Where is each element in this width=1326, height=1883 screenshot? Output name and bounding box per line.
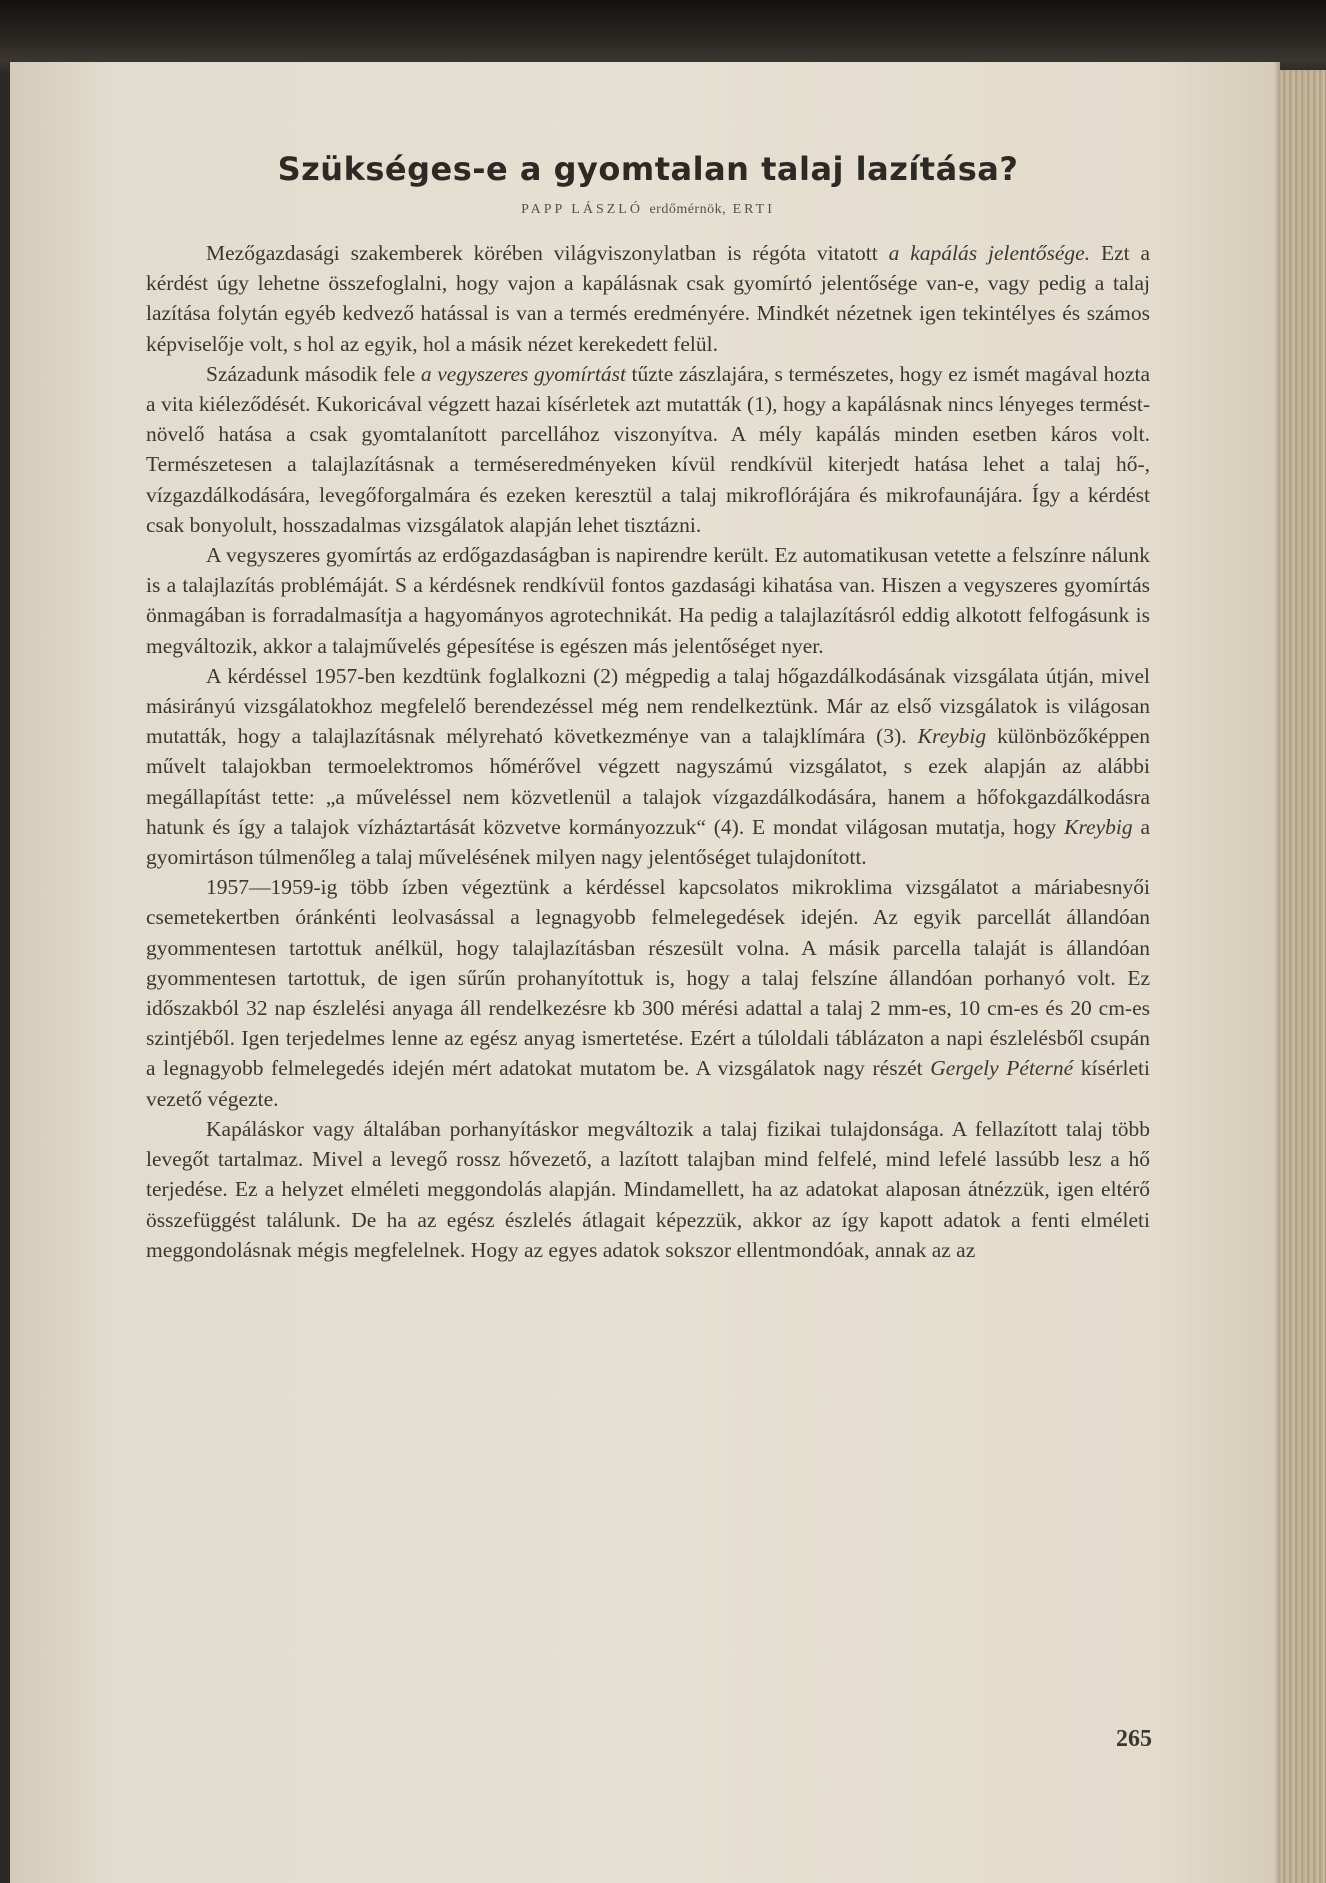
- paragraph: Kapáláskor vagy általában porhanyításkor megváltozik a talaj fizikai tulajdonsága. A fellazított talaj több levegőt tartalmaz. Mivel a levegő rossz hővezető, a lazított talajban mind felfelé, mind lefelé lassúbb lesz a hő terjedése. Ez a helyzet elméleti meggondolás alapján. Mindamellett, ha az adatokat alaposan átnézzük, igen eltérő összefüggést találunk. De ha az egész észlelés átlagait képezzük, akkor az így kapott adatok a fenti elméleti meggondolásnak mégis megfelelnek. Hogy az egyes adatok sokszor ellentmondóak, annak az az: [146, 1116, 1150, 1262]
- paragraph: Mezőgazdasági szakemberek körében világviszonylatban is régóta vitatott a kapálás jelentősége. Ezt a kérdést úgy lehetne összefoglalni, hogy vajon a kapálásnak csak gyomírtó jelentősége van-e, vagy pedig a talaj lazítása folytán egyéb kedvező hatással is van a termés eredményére. Mindkét nézetnek igen tekintélyes és számos képviselője volt, s hol az egyik, hol a másik nézet kerekedett felül.: [146, 241, 1151, 356]
- book-page-edges: [1280, 70, 1326, 1883]
- paragraph: 1957—1959-ig több ízben végeztünk a kérdéssel kapcsolatos mikroklima vizsgálatot a máriabesnyői csemetekertben óránkénti leolvasással a legnagyobb felmelegedések idején. Az egyik parcellát állandóan gyommentesen tartottuk anélkül, hogy talajlazításban részesült volna. A másik parcella talaját is állandóan gyommentesen tartottuk, de igen sűrűn prohanyítottuk is, hogy a talaj felszíne állandóan porhanyó volt. Ez időszakból 32 nap észlelési anyaga áll rendelkezésre kb 300 mérési adattal a talaj 2 mm-es, 10 cm-es és 20 cm-es szintjéből. Igen terjedelmes lenne az egész anyag ismertetése. Ezért a túloldali táblázaton a napi észlelésből csupán a legnagyobb felmelegedés idején mért adatokat mutatom be. A vizsgálatok nagy részét Gergely Péterné kísérleti vezető végezte.: [146, 875, 1150, 1111]
- paragraph: A kérdéssel 1957-ben kezdtünk foglalkozni (2) mégpedig a talaj hőgazdálkodásának vizsgálata útján, mivel másirányú vizsgálatokhoz megfelelő berendezéssel még nem rendelkeztünk. Már az első vizsgálatok is világosan mutatták, hogy a talajlazításnak mélyreható következménye van a talajklímára (3). Kreybig különbözőképpen művelt talajokban termoelektromos hőmérővel végzett nagyszámú vizsgálatot, s ezek alapján az alábbi megállapítást tette: „a műveléssel nem közvetlenül a talajok vízgazdálkodására, hanem a hőfokgazdálkodásra hatunk és így a talajok vízháztartását közvetve kormányozzuk“ (4). E mondat világosan mutatja, hogy Kreybig a gyomirtáson túlmenőleg a talaj művelésének milyen nagy jelentőséget tulajdonított.: [146, 663, 1150, 870]
- author-role: erdőmérnök,: [649, 202, 727, 217]
- article-body: [146, 238, 1150, 1265]
- page-number: 265: [1116, 1726, 1152, 1752]
- byline: [146, 202, 1150, 218]
- article: [146, 150, 1150, 1265]
- author-name: PAPP LÁSZLÓ: [521, 202, 643, 217]
- paragraph: A vegyszeres gyomírtás az erdőgazdaságban is napirendre került. Ez automatikusan vetette a felszínre nálunk is a talajlazítás problémáját. S a kérdésnek rendkívül fontos gazdasági kihatása van. Hiszen a vegyszeres gyomírtás önmagában is forradalmasítja a hagyományos agrotechnikát. Ha pedig a talajlazításról eddig alkotott felfogásunk is megváltozik, akkor a talajművelés gépesítése is egészen más jelentőséget nyer.: [146, 543, 1150, 658]
- paragraph: Századunk második fele a vegyszeres gyomírtást tűzte zászlajára, s természetes, hogy ez ismét magával hozta a vita kiéleződését. Kukoricával végzett hazai kísérletek azt mutatták (1), hogy a kapálásnak nincs lényeges terméstnövelő hatása a csak gyomtalanított parcellához viszonyítva. A mély kapálás minden esetben káros volt. Természetesen a talajlazításnak a terméseredményeken kívül rendkívül kiterjedt hatása lehet a talaj hő-, vízgazdálkodására, levegőforgalmára és ezeken keresztül a talaj mikroflórájára és mikrofaunájára. Így a kérdést csak bonyolult, hosszadalmas vizsgálatok alapján lehet tisztázni.: [146, 361, 1150, 537]
- article-title: Szükséges-e a gyomtalan talaj lazítása?: [277, 150, 1019, 188]
- author-institution: ERTI: [732, 202, 775, 217]
